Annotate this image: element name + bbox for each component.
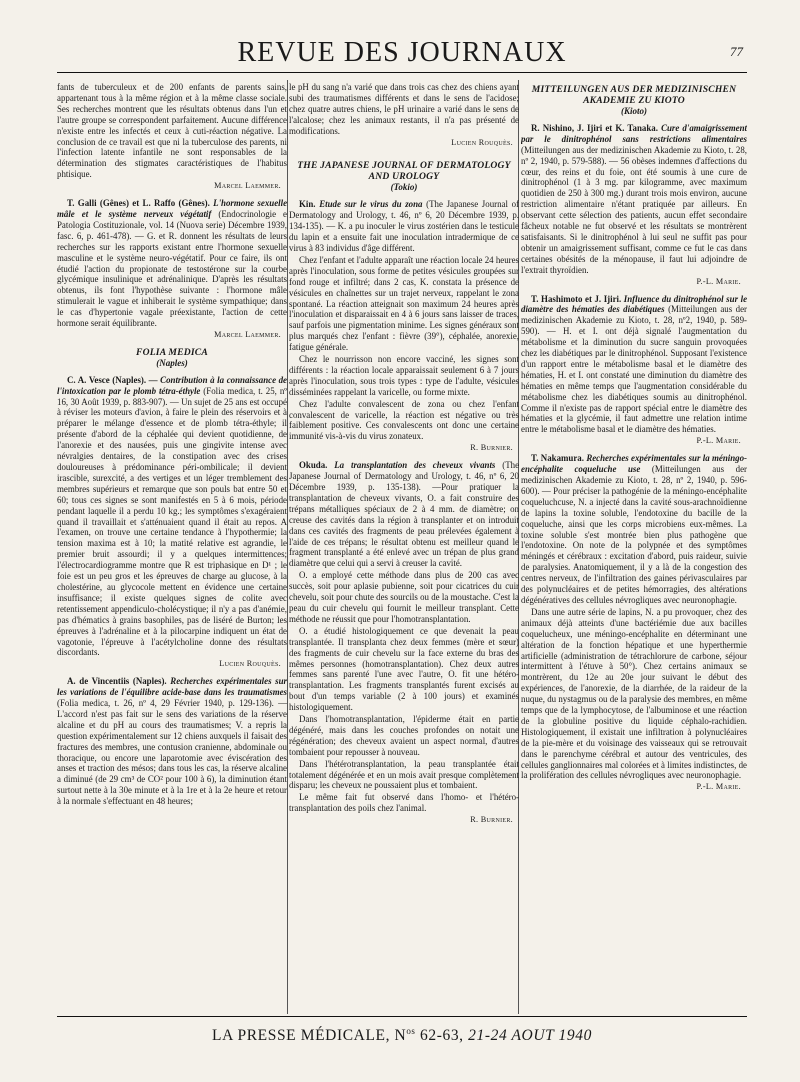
column-3: [521, 82, 747, 1014]
article-signature: Marcel Laemmer.: [214, 329, 281, 339]
article-galli-raffo: [57, 198, 287, 329]
article-authors: Kin.: [299, 199, 316, 210]
article-authors: T. Galli (Gênes) et L. Raffo (Gênes).: [67, 198, 210, 209]
article-continuation: le pH du sang n'a varié que dans trois cas chez des chiens ayant subi des traumatismes différents et dans le sens de l'acidose; chez quatre autres chiens, le pH urinaire a varié dans le sens de l'alcalose; chez les animaux restants, il n'a pas présenté de modifications.: [289, 82, 519, 136]
article-signature: Lucien Rouquès.: [451, 137, 513, 147]
article-authors: R. Nishino, J. Ijiri et K. Tanaka.: [531, 122, 658, 133]
page-header: [57, 38, 747, 72]
article-signature: R. Burnier.: [470, 815, 513, 825]
article-authors: A. de Vincentiis (Naples).: [67, 676, 167, 687]
article-de-vincentiis: [57, 676, 287, 807]
article-paragraph: Dans l'homotransplantation, l'épiderme était en partie dégénéré, mais dans les couches profondes on notait une régénération; des cheveux avaient un aspect normal, d'autres tombaient pour repousser à nouveau.: [289, 714, 519, 757]
journal-section-title: REVUE DES JOURNAUX: [237, 37, 567, 68]
section-heading: THE JAPANESE JOURNAL OF DERMATOLOGY AND UROLOGY: [297, 160, 511, 183]
article-body: (Mitteilungen aus der medizinischen Akademie zu Kioto, t. 28, nº 2, 1940, p. 579-588). — 56 obèses indemnes d'affections du cœur, des reins et du foie, ont été soumis à une cure de dinitrophénol (1 à 3 mg. par kilogramme, avec maximum quotidien de 250 à 300 mg.) durant trois mois environ, aucune restriction alimentaire n'étant pratiquée par ailleurs. En observant cette sélection des patients, aucun effet secondaire fâcheux notable ne fut observé et les résultats se montrèrent satisfaisants. Si le dinitrophénol à lui seul ne suffit pas pour obtenir un amaigrissement suffisant, comme ce fut le cas dans certaines obésités de la ménopause, il faut lui adjoindre de l'extrait thyroïdien.: [521, 144, 747, 275]
footer-date: 21-24 AOUT 1940: [463, 1027, 592, 1045]
article-vesce: [57, 375, 287, 659]
section-subheading: (Tokio): [390, 182, 418, 193]
header-rule: [57, 72, 747, 73]
article-paragraph: O. a étudié histologiquement ce que devenait la peau transplantée. Il transplanta chez deux femmes (mère et sœur) des fragments de cuir chevelu sur la face externe du bras des mêmes personnes (homotransplantation). Chez deux autres femmes sans parenté l'une avec l'autre, O. fit une hétéro-transplantation. Les fragments transplantés furent excisés au bout d'un temps variable (2 à 100 jours) et examinés histologiquement.: [289, 625, 519, 713]
article-authors: T. Nakamura.: [531, 453, 584, 464]
article-body: (The Japanese Journal of Dermatology and Urology, t. 46, nº 6, 20 Décembre 1939, p. 134-135). — K. a pu inoculer le virus zostérien dans le testicule du lapin et a ensuite fait une inoculation intradermique de ce virus à 83 individus d'âge différent.: [289, 199, 519, 253]
article-signature: P.-L. Marie.: [696, 276, 741, 286]
article-body: (Mitteilungen aus der medizinischen Akademie zu Kioto, t. 28, nº2, 1940, p. 589-590). — H. et I. ont déjà signalé l'augmentation du métabolisme et la diminution du sucre sanguin provoquées chez les diabétiques par le dinitrophénol. Supposant l'existence d'un rapport entre le métabolisme basal et le diamètre des hématies, H. et I. ont constaté une diminution du diamètre des hématies en même temps que l'augmentation considérable du métabolisme chez les diabétiques soumis au dinitrophénol. Comme il n'existe pas de rapport spécial entre le diamètre des hématies et la glycémie, il faut admettre une relation intime entre le métabolisme basal et le diamètre des hématies.: [521, 304, 747, 435]
article-title: — Contribution à la connaissance de l'intoxication par le plomb tétra-éthyle: [57, 374, 287, 396]
section-subheading: (Naples): [156, 357, 188, 368]
article-okuda: [289, 460, 519, 569]
article-body: (The Japanese Journal of Dermatology and Urology, t. 46, nº 6, 20 Décembre 1939, p. 135-138). —Pour pratiquer la transplantation de cheveux vivants, O. a fait construire des trépans métalliques spéciaux de 2 à 4 mm. de diamètre; on creuse des cavités dans la région à transplanter et on introduit dans ces cavités des fragments de peau prélevées également à l'aide de ces trépans; le résultat obtenu est meilleur quand le fragment transplanté a été enlevé avec un trépan de plus grand diamètre que celui qui a servi à creuser la cavité.: [289, 460, 519, 569]
article-nakamura: [521, 453, 747, 606]
article-nishino: [521, 123, 747, 276]
article-paragraph: Chez le nourrisson non encore vacciné, les signes sont différents : la réaction locale apparaissait seulement 6 à 7 jours après l'inoculation, sous trois types : type de l'adulte, vésicules disséminées rappelant la varicelle, ou forme mixte.: [289, 354, 519, 397]
page-number: 77: [730, 44, 743, 59]
article-title: La transplantation des cheveux vivants: [334, 460, 496, 471]
article-authors: C. A. Vesce (Naples).: [67, 374, 147, 385]
article-title: Recherches expérimentales sur les variations de l'équilibre acide-base dans les traumatismes: [57, 676, 287, 698]
article-hashimoto: [521, 294, 747, 436]
article-signature: P.-L. Marie.: [696, 436, 741, 446]
article-paragraph: O. a employé cette méthode dans plus de 200 cas avec succès, soit pour aplasie pubienne, soit pour cicatrices du cuir chevelu, soit pour chute des sourcils ou de la moustache. C'est la peau du cuir chevelu qui fournit le meilleur transplant. Cette méthode ne réussit que pour l'homotransplantation.: [289, 570, 519, 624]
article-continuation: fants de tuberculeux et de 200 enfants de parents sains, appartenant tous à la même région et à la même classe sociale. Ses recherches montrent que les résultats obtenus dans l'un et l'autre groupe se correspondent parfaitement. Aucune différence n'existe entre les infectés et ceux à cuti-réaction négative. La conclusion de ce travail est que ni la tuberculose des parents, ni l'infection latente infantile ne sont responsables de la détermination des stigmates caractéristiques de l'habitus phtisique.: [57, 82, 287, 180]
article-body: (Endocrinologie e Patologia Costituzionale, vol. 14 (Nuova serie) Décembre 1939, fasc. 6, p. 461-478). — G. et R. donnent les résultats de leurs recherches sur les rapports existant entre l'hormone sexuelle masculine et le système neuro-végétatif. Pour ce faire, ils ont étudié l'action du propionate de testostérone sur la courbe glycémique insulinique et adrénalinique. D'après les résultats obtenus, ils font l'hypothèse suivante : l'hormone mâle stimulerait le vague et inhiberait le système sympathique; dans le cas d'hypertonie vagale préexistante, l'action de cette hormone serait équilibrante.: [57, 208, 287, 329]
article-title: Recherches expérimentales sur la méningo-encéphalite coqueluche use: [521, 453, 747, 475]
article-kin: [289, 199, 519, 254]
article-body: (Mitteilungen aus der medizinischen Akademie zu Kioto, t. 28, nº 2, 1940, p. 596-600). — Pour préciser la pathogénie de la méningo-encéphalite coqueluchcuse, N. a injecté dans la cavité sous-arachnoïdienne de lapins la toxine soluble, l'endotoxine du bacille de la coqueluche, ainsi que les corps microbiens eux-mêmes. La toxine soluble s'est montrée bien plus pathogène que l'endotoxine. On note de la polypnée et des symptômes méningés et cérébraux : excitation d'abord, puis raideur, suivie de paralysies. Anatomiquement, il y a là de la congestion des centres nerveux, de l'infiltration des gaines périvasculaires par des polynucléaires et de petites hémorragies, des altérations dégénératives des cellules névrogliques avec neuronophagie.: [521, 464, 747, 605]
section-heading: FOLIA MEDICA: [136, 346, 208, 358]
footer-num-sup: os: [406, 1026, 416, 1036]
article-body: (Folia medica, t. 25, nº 16, 30 Août 1939, p. 883-907). — Un sujet de 25 ans est occupé à réviser les moteurs d'avion, à faire le plein des réservoirs et à préparer le mélange d'essence et de plomb tétra-éthyle; il présente d'abord de la céphalée qui devient quotidienne, de l'anorexie et des nausées, puis une gingivite intense avec névralgies dentaires, de la constipation avec des crises douloureuses à prédominance péri-ombilicale; il devient irascible, surexcité, a des vertiges et un léger tremblement des membres supérieurs et remarque que son pouls bat entre 50 et 60; tous ces signes se sont manifestés en 5 à 6 mois, période pendant laquelle il a perdu 10 kg.; les symptômes s'exagéraient quand il travaillait et s'atténuaient quand il était au repos. A l'examen, on trouve une certaine tendance à l'hypothermie; la tension maxima est à 10; la matité relative est agrandie, le premier bruit assourdi; il y a quelques intermittences; l'électrocardiogramme montre que R est triphasique en D¹ ; le foie est un peu gros et les épreuves de charge au glucose, à la cholestérine, au glycocole mettent en évidence une certaine insuffisance; il existe quelques signes de colite avec retentissement appendiculo-cholécystique; il n'y a pas d'anémie, pas d'hématics à grains basophiles, pas de liséré de Burton; les épreuves à l'adrénaline et à la pilocarpine indiquent un état de vagotonie, l'épreuve à l'acétylcholine donne des résultats discordants.: [57, 385, 287, 658]
footer-issue-number: 62-63,: [415, 1027, 464, 1045]
footer-rule: [57, 1016, 747, 1017]
article-body: (Folia medica, t. 26, nº 4, 29 Février 1940, p. 129-136). — L'accord n'est pas fait sur le sens des variations de la réserve alcaline et du pH au cours des traumatismes; V. a repris la question expérimentalement sur 12 chiens auxquels il faisait des fractures des membres, une contusion cranienne, abdominale ou thoracique, ou encore une laparotomie avec éviscération des anses et traction des mésos; dans tous les cas, la réserve alcaline a diminué (de 29 cm³ de CO² pour 100 à 6), la diminution étant surtout nette à la 30e minute et à la 1re et à la 2e heure et retour à la normale s'effectuant en 48 heures;: [57, 698, 287, 807]
article-paragraph: Chez l'adulte convalescent de zona ou chez l'enfant convalescent de varicelle, la réaction est négative ou très faiblement positive. Ces convalescents ont donc une certaine immunité vis-à-vis du virus zonateux.: [289, 398, 519, 442]
article-signature: P.-L. Marie.: [696, 782, 741, 792]
article-authors: Okuda.: [299, 460, 328, 471]
article-paragraph: Dans l'hétérotransplantation, la peau transplantée était totalement dégénérée et en un mois avait presque complètement disparu; les cheveux ne poussaient plus et tombaient.: [289, 758, 519, 791]
column-2: [289, 82, 519, 1014]
article-title: Etude sur le virus du zona: [319, 199, 423, 210]
article-paragraph: Le même fait fut observé dans l'homo- et l'hétéro-transplantation des poils chez l'animal.: [289, 792, 519, 814]
article-paragraph: Chez l'enfant et l'adulte apparaît une réaction locale 24 heures après l'inoculation, sous forme de petites vésicules groupées sur fond rouge et infiltré; dans 2 cas, K. constata la présence de vésicules en chaînettes sur un trajet nerveux, rappelant le zona spontané. La réaction atteignait son maximum 24 heures après l'inoculation et disparaissait en 4 à 6 jours sans laisser de traces, sauf parfois une pigmentation minime. Les signes généraux sont plus marqués chez l'enfant : fièvre (39°), céphalée, anorexie, fatigue générale.: [289, 254, 519, 353]
section-heading: MITTEILUNGEN AUS DER MEDIZINISCHEN AKADEMIE ZU KIOTO: [531, 84, 737, 106]
footer-journal: LA PRESSE MÉDICALE, N: [212, 1027, 407, 1045]
column-1: [57, 82, 287, 1014]
page-footer: [57, 1026, 747, 1048]
article-authors: T. Hashimoto et J. Ijiri.: [531, 293, 622, 304]
article-signature: Marcel Laemmer.: [214, 181, 281, 191]
column-separator: [287, 80, 288, 1014]
article-title: Cure d'amaigrissement par le dinitrophénol sans restrictions alimentaires: [521, 122, 747, 144]
article-paragraph: Dans une autre série de lapins, N. a pu provoquer, chez des animaux déjà atteints d'une bactériémie due aux bacilles coquelucheux, une méningo-encéphalite en déterminant une altération de la fonction hépatique et une hyperthermie artificielle (administration de tétrachlorure de carbone, séjour intermittent à l'étuve à 50°). Chez certains animaux se montrèrent, du 12e au 20e jour suivant le début des expériences, de l'anorexie, de la diarrhée, de la raideur de la nuque, du nystagmus ou de la paralysie des membres, en même temps que de la lymphocytose, de l'albuminose et une réaction de la globuline positive du liquide céphalo-rachidien. Histologiquement, il existait une infiltration à polynucléaires de la pie-mère et du voisinage des vaisseaux qui se retrouvait dans le parenchyme cérébral et autour des ventricules, des cellules ganglionnaires mal colorées et à limites indistinctes, de la prolifération des cellules névrogliques avec neuronophagie.: [521, 606, 747, 781]
article-signature: R. Burnier.: [470, 443, 513, 453]
article-title: L'hormone sexuelle mâle et le système nerveux végétatif: [57, 198, 287, 219]
article-signature: Lucien Rouquès.: [219, 659, 281, 669]
article-title: Influence du dinitrophénol sur le diamètre des hématies des diabétiques: [521, 293, 747, 315]
section-subheading: (Kioto): [621, 106, 647, 116]
